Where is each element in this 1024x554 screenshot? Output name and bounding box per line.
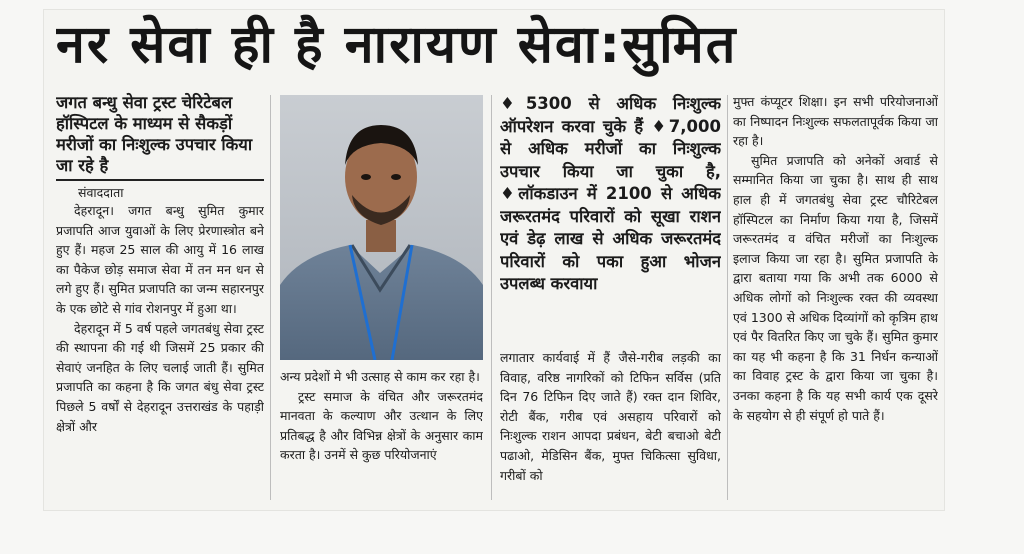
paragraph: लगातार कार्यवाई में हैं जैसे-गरीब लड़की का विवाह, वरिष्ठ नागरिकों को टिफिन सर्विस (प्रति दिन 76 टिफिन दिए जाते हैं) रक्त दान शिविर, रोटी बैंक, गरीब एवं असहाय परिवारों को निःशुल्क राशन आपदा प्रबंधन, बेटी बचाओ बेटी पढाओ, मेडिसिन बैंक, मुफ्त चिकित्सा सुविधा, गरीबों को — [500, 350, 721, 483]
column-2 — [280, 367, 483, 510]
column-divider — [491, 95, 492, 500]
paragraph: अन्य प्रदेशों मे भी उत्साह से काम कर रहा है। — [280, 369, 480, 384]
article-body — [733, 92, 938, 425]
portrait-photo — [280, 95, 483, 360]
column-divider — [727, 95, 728, 500]
paragraph: सुमित प्रजापति को अनेकों अवार्ड से सम्मानित किया जा चुका है। साथ ही साथ हाल ही में जगतबंधु सेवा ट्रस्ट चौरिटेबल हॉस्पिटल का निर्माण किया गया है, जिसमें जरूरतमंद व वंचित मरीजों का निःशुल्क इलाज किया जा रहा है। सुमित प्रजापति के द्वारा बताया गया कि अभी तक 6000 से अधिक लोगों को निःशुल्क रक्त की व्यवस्था एवं 1300 से अधिक दिव्यांगों को कृत्रिम हाथ एवं पैर वितरित किए जा चुके हैं। सुमित कुमार का यह भी कहना है कि 31 निर्धन कन्याओं का विवाह ट्रस्ट के द्वारा किया जा चुका है। उनका कहना है कि यह सभी कार्य एक दूसरे के सहयोग से ही संपूर्ण हो पाते हैं। — [733, 152, 938, 423]
article-body — [280, 367, 483, 465]
subheadline: जगत बन्धु सेवा ट्रस्ट चेरिटेबल हॉस्पिटल के माध्यम से सैकड़ों मरीजों का निःशुल्क उपचार किया जा रहे है — [56, 93, 253, 175]
person-image — [280, 95, 483, 360]
paragraph: देहरादून में 5 वर्ष पहले जगतबंधु सेवा ट्रस्ट की स्थापना की गई थी जिसमें 25 प्रकार की सेवाएं जनहित के लिए चलाई जाती हैं। सुमित प्रजापति का कहना है कि जगत बंधु सेवा ट्रस्ट पिछले 5 वर्षों से देहरादून उत्तराखंड के पहाड़ी क्षेत्रों और — [56, 320, 264, 434]
paragraph: देहरादून। जगत बन्धु सुमित कुमार प्रजापति आज युवाओं के लिए प्रेरणास्त्रोत बने हुए हैं। महज 25 साल की आयु में 16 लाख का पैकेज छोड़ समाज सेवा में तन मन धन से लगे हुए हैं। सुमित प्रजापति का जन्म सहारनपुर के एक छोटे से गांव रोशनपुर में हुआ था। — [56, 203, 264, 316]
column-divider — [270, 95, 271, 500]
highlight-text: ♦5300 से अधिक निःशुल्क ऑपरेशन करवा चुके हैं ♦7,000 से अधिक मरीजों का निःशुल्क उपचार किया जा चुका है, ♦लॉकडाउन में 2100 से अधिक जरूरतमंद परिवारों को सूखा राशन एवं डेढ़ लाख से अधिक जरूरतमंद परिवारों को पका हुआ भोजन उपलब्ध करवाया — [500, 94, 721, 293]
column-4 — [733, 92, 938, 510]
paragraph: मुफ्त कंप्यूटर शिक्षा। इन सभी परियोजनाओं का निष्पादन निःशुल्क सफलतापूर्वक किया जा रहा है। — [733, 94, 938, 149]
byline: संवाददाता — [78, 185, 124, 200]
column-1 — [56, 92, 264, 510]
paragraph: ट्रस्ट समाज के वंचित और जरूरतमंद मानवता के कल्याण और उत्थान के लिए प्रतिबद्ध है और विभिन्न क्षेत्रों के अनुसार काम करता है। उनमें से कुछ परियोजनाएं — [280, 388, 483, 463]
divider — [56, 179, 264, 181]
highlight-box — [500, 93, 721, 333]
article-body — [500, 348, 721, 485]
headline: नर सेवा ही है नारायण सेवा:सुमित — [56, 15, 738, 75]
article-body — [56, 201, 264, 436]
column-3 — [500, 348, 721, 510]
